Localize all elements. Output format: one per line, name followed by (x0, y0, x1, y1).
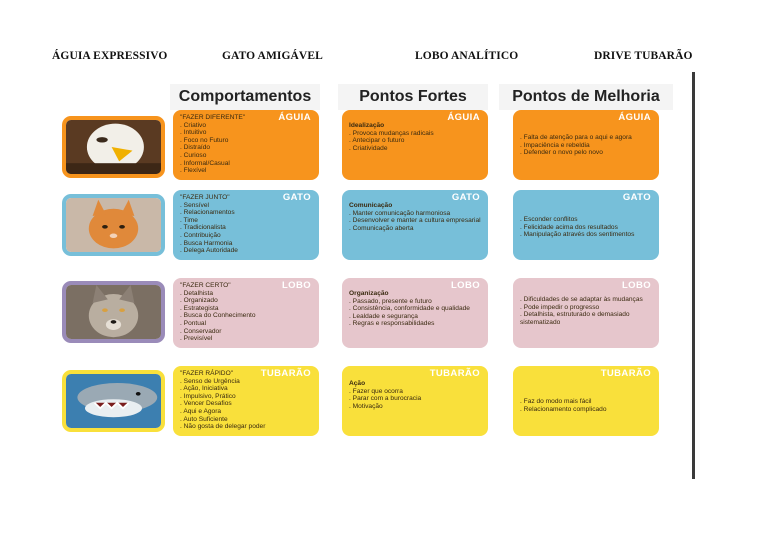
list-item: . Curioso (180, 152, 312, 160)
card-tag-aguia: ÁGUIA (278, 112, 311, 123)
list-item: . Manter comunicação harmoniosa (349, 210, 481, 218)
list-item: . Faz do modo mais fácil (520, 398, 652, 406)
list-item: . Previsível (180, 335, 312, 343)
list-item: . Motivação (349, 403, 481, 411)
list-item: . Não gosta de delegar poder (180, 423, 312, 431)
list-item: . Regras e responsabilidades (349, 320, 481, 328)
top-title-lobo: LOBO ANALÍTICO (415, 50, 519, 62)
list-item: . Auto Suficiente (180, 416, 312, 424)
card-tag-aguia: ÁGUIA (618, 112, 651, 123)
strengths-card-gato (342, 190, 488, 260)
list-item: . Consistência, conformidade e qualidade (349, 305, 481, 313)
top-title-tubarao: DRIVE TUBARÃO (594, 50, 693, 62)
list-item: . Estrategista (180, 305, 312, 313)
list-item: . Ação, Iniciativa (180, 385, 312, 393)
card-tag-lobo: LOBO (450, 280, 480, 291)
improvements-card-lobo (513, 278, 659, 348)
list-item: . Esconder conflitos (520, 216, 652, 224)
card-tag-tubarao: TUBARÃO (600, 368, 651, 379)
list-item: . Defender o novo pelo novo (520, 149, 652, 157)
list-item: . Conservador (180, 328, 312, 336)
strengths-card-lobo (342, 278, 488, 348)
shark-photo (62, 370, 165, 432)
list-item: . Impaciência e rebeldia (520, 142, 652, 150)
list-item: . Senso de Urgência (180, 378, 312, 386)
behavior-lead: "FAZER DIFERENTE" (180, 114, 246, 121)
card-tag-gato: GATO (622, 192, 651, 203)
behavior-lead: "FAZER JUNTO" (180, 194, 230, 201)
column-header-comportamentos: Comportamentos (170, 84, 320, 110)
list-item: . Busca do Conhecimento (180, 312, 312, 320)
list-item: . Falta de atenção para o aqui e agora (520, 134, 652, 142)
list-item: . Antecipar o futuro (349, 137, 481, 145)
list-item: . Lealdade e segurança (349, 313, 481, 321)
vertical-divider (692, 72, 695, 479)
list-item: . Relacionamentos (180, 209, 312, 217)
list-item: . Sensível (180, 202, 312, 210)
list-item: . Foco no Futuro (180, 137, 312, 145)
list-item: . Manipulação através dos sentimentos (520, 231, 652, 239)
card-tag-tubarao: TUBARÃO (429, 368, 480, 379)
list-item: . Provoca mudanças radicais (349, 130, 481, 138)
list-item: . Impulsivo, Prático (180, 393, 312, 401)
card-tag-lobo: LOBO (281, 280, 311, 291)
list-item: . Delega Autoridade (180, 247, 312, 255)
list-item: . Tradicionalista (180, 224, 312, 232)
eagle-photo (62, 116, 165, 178)
list-item: . Criativo (180, 122, 312, 130)
list-item: . Flexível (180, 167, 312, 175)
strengths-card-tubarao (342, 366, 488, 436)
list-item: . Felicidade acima dos resultados (520, 224, 652, 232)
card-tag-tubarao: TUBARÃO (260, 368, 311, 379)
list-item: . Informal/Casual (180, 160, 312, 168)
column-header-pontos-de-melhoria: Pontos de Melhoria (499, 84, 673, 110)
list-item: . Pontual (180, 320, 312, 328)
list-item: . Fazer que ocorra (349, 388, 481, 396)
list-item: . Vencer Desafios (180, 400, 312, 408)
behavior-card-tubarao (173, 366, 319, 436)
improvements-card-tubarao (513, 366, 659, 436)
list-item: . Desenvolver e manter a cultura empresarial (349, 217, 481, 225)
improvements-card-aguia (513, 110, 659, 180)
behavior-card-lobo (173, 278, 319, 348)
list-item: . Comunicação aberta (349, 225, 481, 233)
list-item: . Time (180, 217, 312, 225)
strengths-lead: Comunicação (349, 202, 393, 209)
improvements-card-gato (513, 190, 659, 260)
list-item: . Pode impedir o progresso (520, 304, 652, 312)
strengths-card-aguia (342, 110, 488, 180)
strengths-lead: Organização (349, 290, 389, 297)
behavior-lead: "FAZER RÁPIDO" (180, 370, 234, 377)
cat-photo (62, 194, 165, 256)
list-item: . Distraído (180, 144, 312, 152)
card-tag-lobo: LOBO (621, 280, 651, 291)
card-tag-gato: GATO (282, 192, 311, 203)
top-title-gato: GATO AMIGÁVEL (222, 50, 323, 62)
behavior-lead: "FAZER CERTO" (180, 282, 231, 289)
list-item: . Aqui e Agora (180, 408, 312, 416)
profile-table (59, 84, 673, 450)
list-item: . Busca Harmonia (180, 240, 312, 248)
top-title-aguia: ÁGUIA EXPRESSIVO (52, 50, 168, 62)
behavior-card-aguia (173, 110, 319, 180)
list-item: . Organizado (180, 297, 312, 305)
list-item: . Relacionamento complicado (520, 406, 652, 414)
list-item: . Intuitivo (180, 129, 312, 137)
list-item: . Detalhista (180, 290, 312, 298)
card-tag-gato: GATO (451, 192, 480, 203)
list-item: . Criatividade (349, 145, 481, 153)
list-item: . Passado, presente e futuro (349, 298, 481, 306)
list-item: . Detalhista, estruturado e demasiado sistematizado (520, 311, 652, 326)
card-tag-aguia: ÁGUIA (447, 112, 480, 123)
behavior-card-gato (173, 190, 319, 260)
list-item: . Parar com a burocracia (349, 395, 481, 403)
strengths-lead: Ação (349, 380, 366, 387)
column-header-pontos-fortes: Pontos Fortes (338, 84, 488, 110)
strengths-lead: Idealização (349, 122, 385, 129)
list-item: . Dificuldades de se adaptar às mudanças (520, 296, 652, 304)
wolf-photo (62, 281, 165, 343)
list-item: . Contribuição (180, 232, 312, 240)
